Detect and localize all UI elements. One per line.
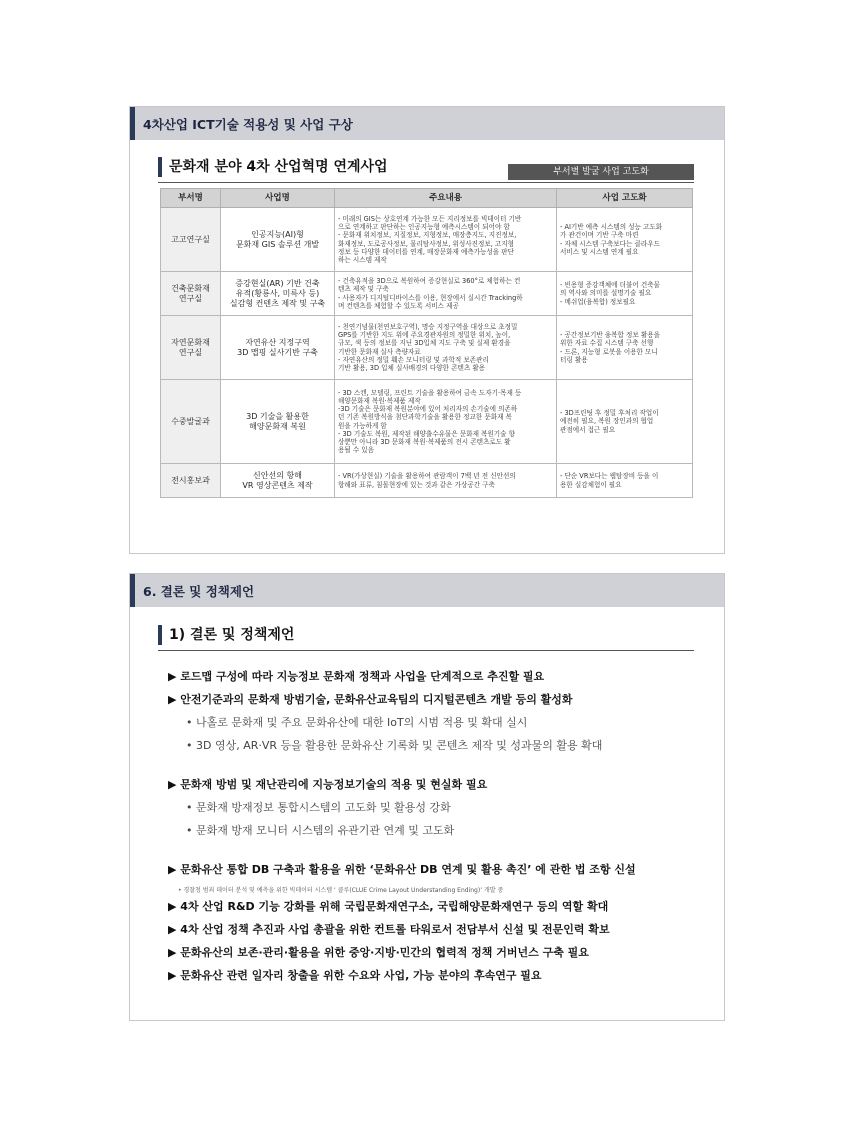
- header-content: 주요내용: [335, 189, 557, 208]
- table-header-row: [161, 189, 693, 208]
- cell-line: 증강현실(AR) 기반 건축: [235, 278, 320, 288]
- cell-content: [335, 380, 557, 464]
- table-row: [161, 464, 693, 498]
- cell-line: - 3D 기술도 복원, 제작된 해양출수유물은 문화재 복원기술 향: [338, 429, 516, 438]
- conclusion-note: • 경찰청 범죄 데이터 분석 및 예측을 위한 빅데이터 시스템 ‘ 클루(CLUE Crime Layout Understanding Ending)’ 개발 중: [178, 887, 504, 894]
- cell-line: 문화재 GIS 솔루션 개발: [235, 239, 320, 249]
- cell-line: - 메쉬업(융복합) 정보필요: [560, 297, 636, 306]
- cell-line: VR 영상콘텐츠 제작: [242, 480, 313, 490]
- cell-content: [335, 464, 557, 498]
- cell-line: 예전히 필요, 복원 장인과의 협업: [560, 417, 654, 426]
- cell-dept: [161, 380, 221, 464]
- cell-line: - 미래의 GIS는 상호연계 가능한 모든 지리정보를 빅데이터 기반: [338, 214, 522, 223]
- title-underline: [158, 650, 694, 651]
- cell-line: 고고연구실: [171, 234, 210, 244]
- header-dept: 부서명: [161, 189, 221, 208]
- conclusion-point: ▶ 문화유산 관련 일자리 창출을 위한 수요와 사업, 가능 분야의 후속연구 필요: [168, 969, 542, 982]
- cell-line: 텐츠 제작 및 구축: [338, 285, 389, 294]
- cell-line: 용한 실감체험이 필요: [560, 480, 622, 489]
- cell-line: 자연문화재: [171, 337, 210, 347]
- cell-line: - 건축유적을 3D으로 복원하여 증강현실로 360°로 체험하는 컨: [338, 277, 521, 286]
- department-tag: 부서별 발굴 사업 고도화: [508, 164, 694, 180]
- cell-proj: [221, 464, 335, 498]
- cell-line: 정보 등 다양한 데이터를 연계, 매장문화재 예측가능성을 판단: [338, 247, 515, 256]
- cell-line: 관점에서 접근 필요: [560, 425, 616, 434]
- section-title: 1) 결론 및 정책제언: [158, 625, 294, 645]
- cell-proj: [221, 380, 335, 464]
- cell-line: - 자연유산의 정밀 훼손 모니터링 및 과학적 보존관리: [338, 355, 489, 364]
- table-row: [161, 272, 693, 316]
- spacer: [168, 847, 708, 863]
- cell-line: - 천연기념물(천연보호구역), 명승 지정구역을 대상으로 초정밀: [338, 322, 518, 331]
- cell-line: 서비스 및 시스템 연계 필요: [560, 247, 639, 256]
- spacer: [168, 762, 708, 778]
- cell-line: 화재정보, 도로공사정보, 물리탐사정보, 위성사진정보, 고지형: [338, 239, 515, 248]
- cell-line: 전시홍보과: [171, 475, 210, 485]
- conclusion-point: ▶ 로드맵 구성에 따라 지능정보 문화재 정책과 사업을 단계적으로 추진할 필요: [168, 670, 545, 683]
- cell-line: 기반 활용, 3D 입체 실사배경의 다양한 콘텐츠 활용: [338, 363, 486, 372]
- slide-conclusion: [129, 573, 725, 1021]
- cell-line: 기반한 문화재 실사 측량자료: [338, 347, 421, 356]
- conclusion-subpoint: • 문화재 방재정보 통합시스템의 고도화 및 활용성 강화: [186, 801, 451, 814]
- cell-line: 해양문화재 복원: [249, 421, 306, 431]
- cell-line: 하는 시스템 제작: [338, 255, 387, 264]
- title-underline: [158, 182, 694, 183]
- slide-header: 4차산업 ICT기술 적용성 및 사업 구상: [130, 107, 724, 140]
- cell-line: 실감형 컨텐츠 제작 및 구축: [229, 298, 326, 308]
- header-project: 사업명: [221, 189, 335, 208]
- cell-line: 항해와 표류, 침몰현장에 있는 것과 같은 가상공간 구축: [338, 480, 495, 489]
- cell-content: [335, 208, 557, 272]
- cell-line: 인공지능(AI)형: [251, 229, 304, 239]
- cell-line: -3D 기술은 문화재 복원분야에 있어 처리자의 손기술에 의존하: [338, 405, 518, 414]
- cell-line: - 사용자가 디지털디바이스를 이용, 현장에서 실시간 Tracking하: [338, 293, 523, 302]
- cell-line: 수중발굴과: [171, 416, 210, 426]
- cell-line: 규모, 색 등의 정보를 지닌 3D입체 지도 구축 및 실제 환경을: [338, 339, 511, 348]
- conclusion-point: ▶ 4차 산업 R&D 기능 강화를 위해 국립문화재연구소, 국립해양문화재연구 등의 역할 확대: [168, 900, 609, 913]
- conclusion-subpoint: • 3D 영상, AR·VR 등을 활용한 문화유산 기록화 및 콘텐츠 제작 및 성과물의 활용 확대: [186, 739, 603, 752]
- cell-line: - 자체 시스템 구축보다는 클라우드: [560, 239, 660, 248]
- cell-line: - 3D 스캔, 모델링, 프린트 기술을 활용하여 금속 도자기·목재 등: [338, 388, 522, 397]
- cell-line: 터링 활용: [560, 355, 588, 364]
- cell-dept: [161, 272, 221, 316]
- cell-line: 위한 자료 수집 시스템 구축 선행: [560, 339, 654, 348]
- cell-line: 3D 기술을 활용한: [246, 411, 309, 421]
- conclusion-subpoint: • 문화재 방재 모니터 시스템의 유관기관 연계 및 고도화: [186, 824, 455, 837]
- conclusion-point: ▶ 문화유산의 보존·관리·활용을 위한 중앙·지방·민간의 협력적 정책 거버넌스 구축 필요: [168, 946, 589, 959]
- cell-content: [335, 272, 557, 316]
- cell-line: - VR(가상현실) 기술을 활용하여 관람객이 7백 년 전 신안선의: [338, 472, 516, 481]
- conclusion-subpoint: • 나홀로 문화재 및 주요 문화유산에 대한 IoT의 시범 적용 및 확대 실시: [186, 716, 528, 729]
- cell-line: - 단순 VR보다는 웹탐장비 등을 이: [560, 472, 659, 481]
- table-row: [161, 316, 693, 380]
- cell-line: 으로 연계하고 판단하는 인공지능형 예측시스템이 되어야 함: [338, 223, 510, 232]
- cell-line: - AI기반 예측 시스템의 성능 고도화: [560, 223, 663, 232]
- cell-line: 신안선의 항해: [253, 470, 302, 480]
- cell-line: 의 역사와 의미를 설명기술 필요: [560, 289, 652, 298]
- slide-ict-business-plan: [129, 106, 725, 554]
- cell-line: 연구실: [178, 347, 203, 357]
- cell-line: - 공간정보기반 융복합 정보 활용을: [560, 331, 660, 340]
- conclusion-point: ▶ 문화재 방범 및 재난관리에 지능정보기술의 적용 및 현실화 필요: [168, 778, 488, 791]
- conclusion-list: [168, 670, 708, 992]
- table-row: [161, 380, 693, 464]
- cell-line: 유적(황룡사, 미륵사 등): [235, 288, 320, 298]
- cell-dept: [161, 464, 221, 498]
- cell-line: 며 컨텐츠를 체험할 수 있도록 서비스 제공: [338, 301, 459, 310]
- conclusion-point: ▶ 4차 산업 정책 추진과 사업 총괄을 위한 컨트롤 타워로서 전담부서 신설 및 전문인력 확보: [168, 923, 610, 936]
- cell-proj: [221, 316, 335, 380]
- cell-line: 가 관건이며 기반 구축 마련: [560, 231, 639, 240]
- cell-line: - 빈용형 증강객체에 더불어 건축물: [560, 281, 660, 290]
- cell-adv: [557, 208, 693, 272]
- section-title: 문화재 분야 4차 산업혁명 연계사업: [158, 157, 388, 177]
- cell-adv: [557, 316, 693, 380]
- slide-header: 6. 결론 및 정책제언: [130, 574, 724, 607]
- cell-line: - 3D프린팅 후 정밀 후처리 작업이: [560, 409, 659, 418]
- conclusion-point: ▶ 안전기준과의 문화재 방범기술, 문화유산교육팀의 디지털콘텐츠 개발 등의 활성화: [168, 693, 573, 706]
- cell-line: GPS를 기반한 지도 위에 주요경관자원의 정밀한 위치, 높이,: [338, 331, 511, 340]
- cell-dept: [161, 316, 221, 380]
- table-row: [161, 208, 693, 272]
- business-table: [160, 188, 693, 498]
- cell-line: 해양문화재 복원·복제품 제작: [338, 396, 421, 405]
- cell-line: 던 기존 복원방식을 첨단과학기술을 활용한 정교한 문화재 복: [338, 413, 512, 422]
- cell-line: - 드론, 지능형 로봇을 이용한 모니: [560, 347, 658, 356]
- cell-content: [335, 316, 557, 380]
- cell-proj: [221, 272, 335, 316]
- cell-line: 상뿐만 아니라 3D 문화재 복원·복제품의 전시 콘텐츠로도 활: [338, 437, 511, 446]
- cell-dept: [161, 208, 221, 272]
- cell-adv: [557, 272, 693, 316]
- cell-line: 건축문화재: [171, 283, 210, 293]
- cell-adv: [557, 464, 693, 498]
- cell-proj: [221, 208, 335, 272]
- cell-line: 원을 가능하게 함: [338, 421, 387, 430]
- header-advancement: 사업 고도화: [557, 189, 693, 208]
- cell-adv: [557, 380, 693, 464]
- conclusion-point: ▶ 문화유산 통합 DB 구축과 활용을 위한 ‘문화유산 DB 연계 및 활용 촉진’ 에 관한 법 조항 신설: [168, 863, 636, 876]
- cell-line: 3D 맵핑 실사기반 구축: [237, 347, 318, 357]
- cell-line: - 문화재 위치정보, 지질정보, 지형정보, 매장층지도, 지진정보,: [338, 231, 517, 240]
- cell-line: 용될 수 있음: [338, 446, 375, 455]
- cell-line: 자연유산 지정구역: [245, 337, 310, 347]
- cell-line: 연구실: [178, 293, 203, 303]
